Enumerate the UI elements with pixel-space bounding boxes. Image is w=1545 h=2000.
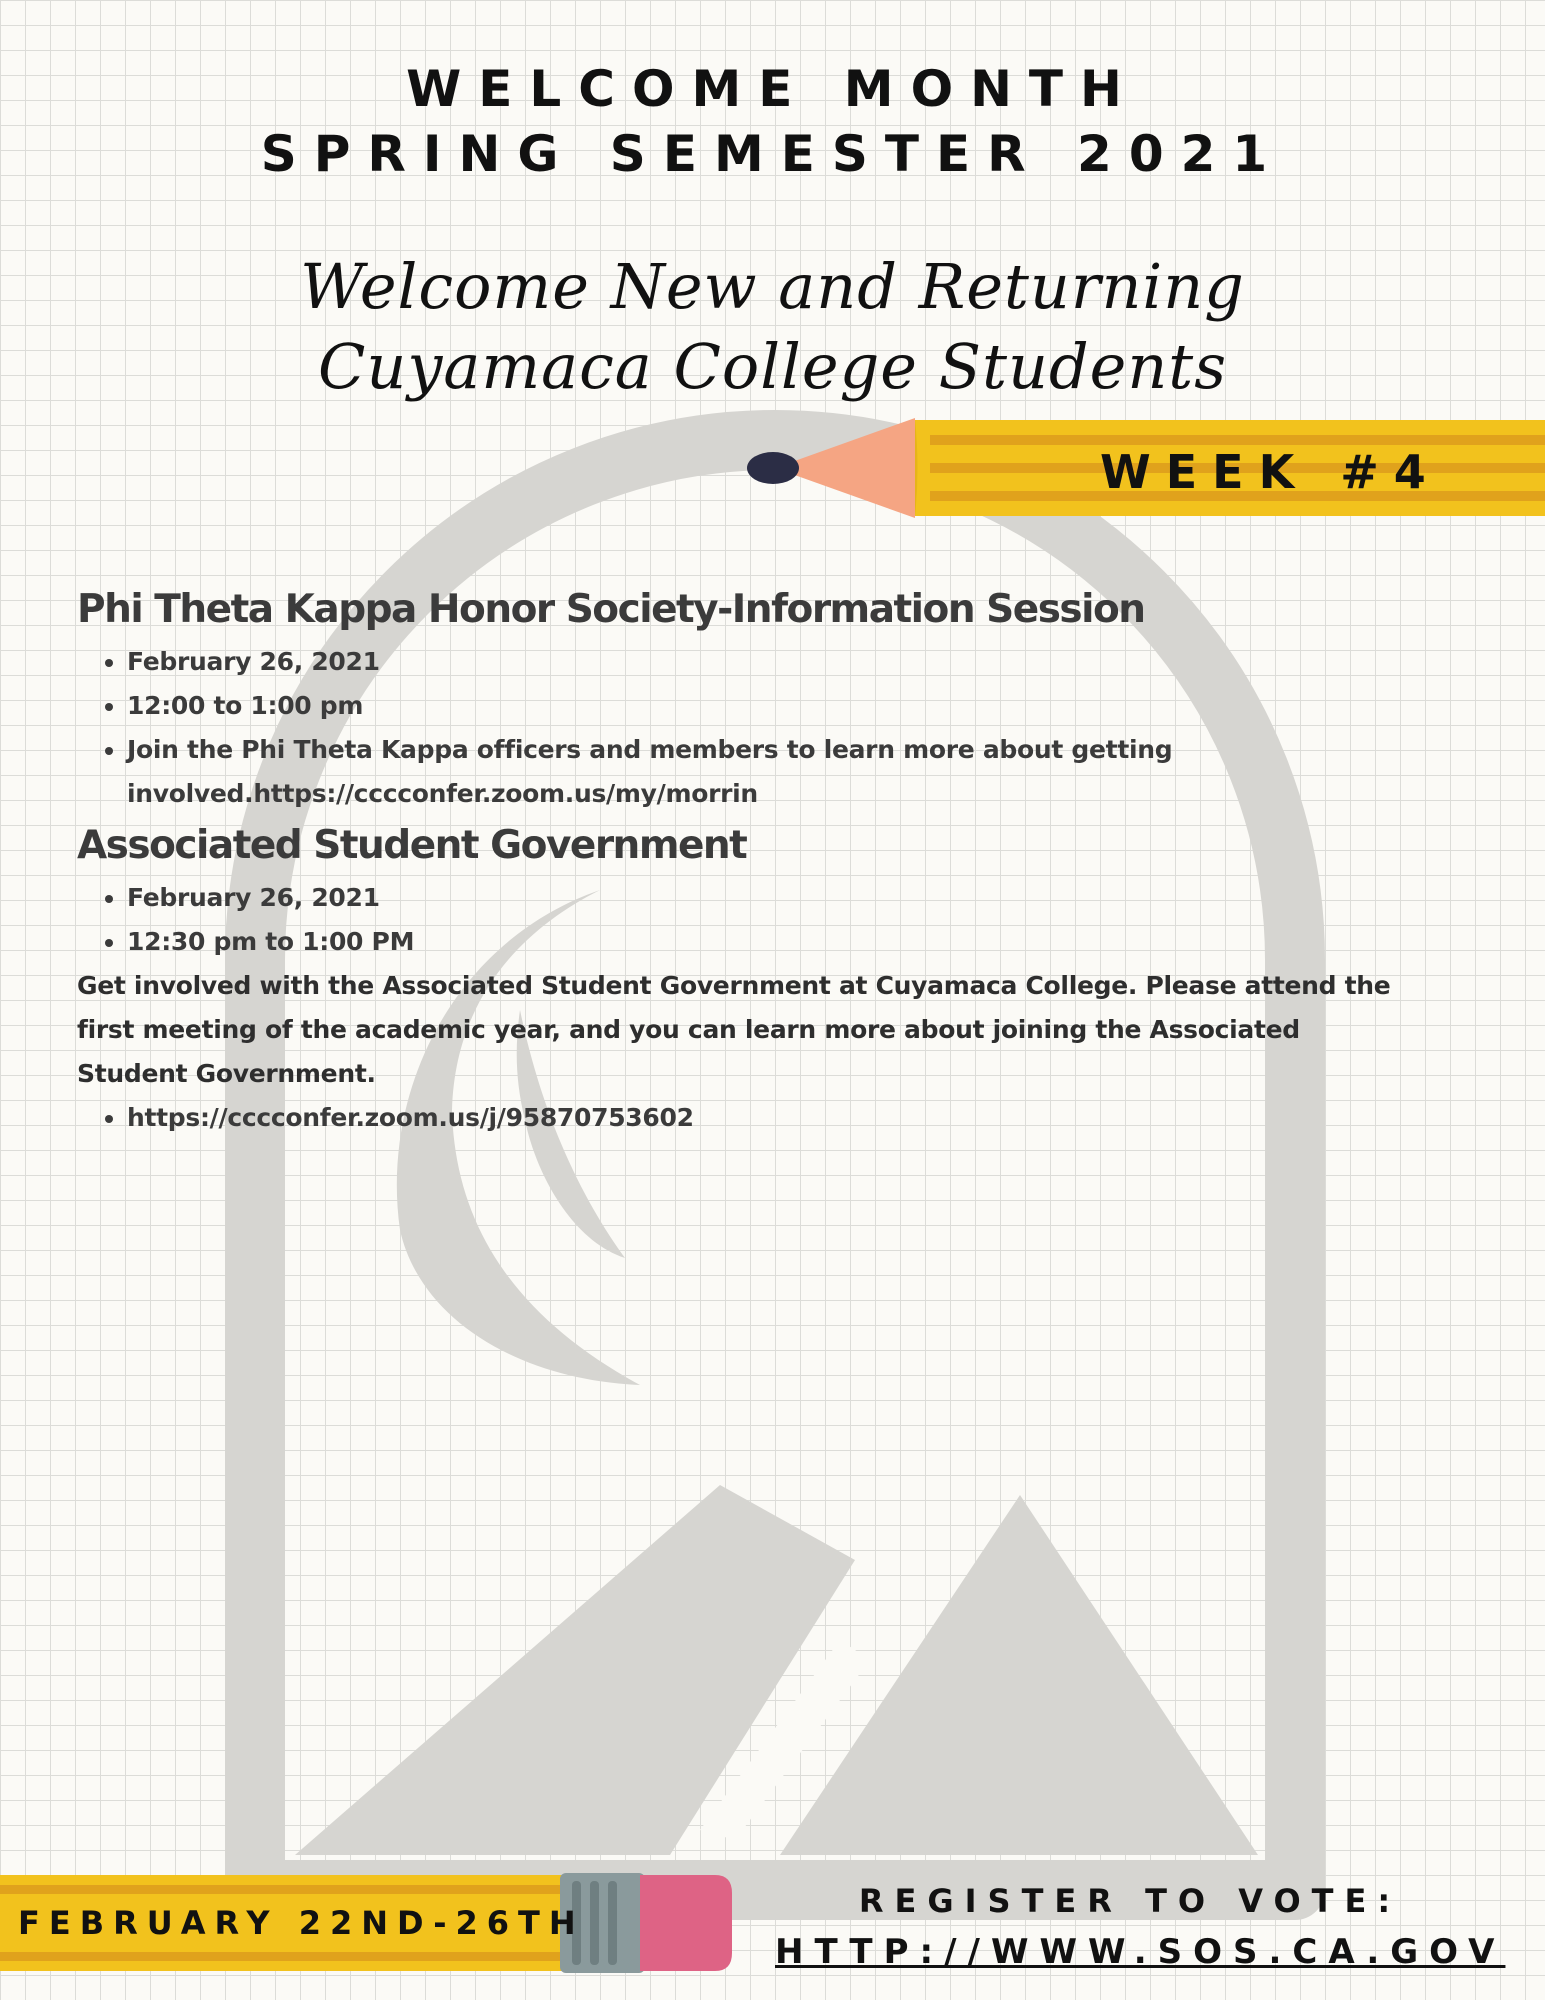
event-date: • February 26, 2021 <box>127 876 1417 920</box>
register-to-vote-label: REGISTER TO VOTE: <box>858 1882 1402 1920</box>
event-title-ptk: Phi Theta Kappa Honor Society-Information Session <box>77 587 1145 632</box>
event-description-asg: Get involved with the Associated Student Government at Cuyamaca College. Please attend the first meeting of the academic year, and you can learn more about joining the Associated Student Government. <box>77 971 1391 1088</box>
event-link-list <box>77 1096 1417 1140</box>
week-label: WEEK #4 <box>1100 445 1441 499</box>
event-date: • February 26, 2021 <box>127 640 1417 684</box>
date-range-label: FEBRUARY 22ND-26TH <box>18 1904 585 1942</box>
events-section <box>77 580 1417 1140</box>
title-line-2: SPRING SEMESTER 2021 <box>260 125 1285 183</box>
welcome-script-line-2: Cuyamaca College Students <box>317 330 1228 403</box>
zoom-link[interactable]: • https://cccconfer.zoom.us/j/95870753602 <box>127 1096 1417 1140</box>
event-details-ptk <box>77 640 1417 816</box>
event-details-asg <box>77 876 1417 964</box>
vote-url-link[interactable]: HTTP://WWW.SOS.CA.GOV <box>775 1932 1506 1972</box>
welcome-script-line-1: Welcome New and Returning <box>300 250 1245 323</box>
event-time: • 12:30 pm to 1:00 PM <box>127 920 1417 964</box>
event-description: • Join the Phi Theta Kappa officers and members to learn more about getting involved.https://cccconfer.zoom.us/my/morrin <box>127 728 1417 816</box>
title-line-1: WELCOME MONTH <box>406 60 1139 118</box>
event-title-asg: Associated Student Government <box>77 823 747 868</box>
event-time: • 12:00 to 1:00 pm <box>127 684 1417 728</box>
